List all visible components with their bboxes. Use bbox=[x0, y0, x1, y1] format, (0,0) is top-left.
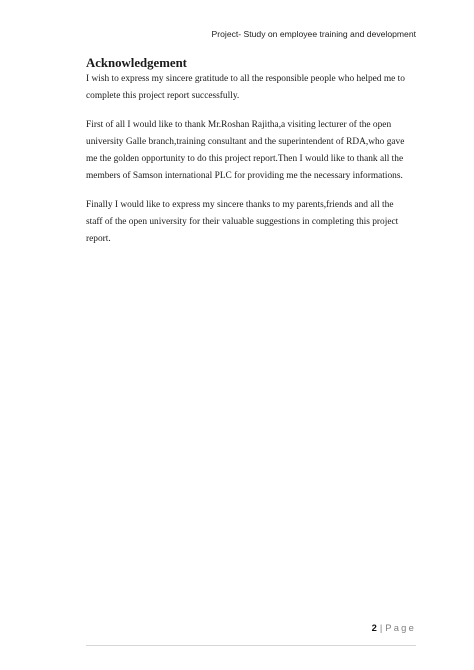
page-title: Acknowledgement bbox=[86, 56, 187, 70]
paragraph-line: I wish to express my sincere gratitude to all the responsible people who helped me to bbox=[86, 74, 405, 84]
paragraph-line: members of Samson international PLC for providing me the necessary informations. bbox=[86, 171, 403, 182]
paragraph-line: me the golden opportunity to do this project report.Then I would like to thank all the bbox=[86, 154, 404, 165]
paragraph-thanks bbox=[86, 117, 408, 186]
paragraph-gratitude bbox=[86, 71, 408, 106]
paragraph-line: Finally I would like to express my sincere thanks to my parents,friends and all the bbox=[86, 199, 394, 210]
page-number: 2 bbox=[371, 622, 377, 633]
page-footer bbox=[372, 622, 416, 633]
paragraph-line: complete this project report successfully. bbox=[86, 91, 240, 102]
footer-divider bbox=[86, 645, 416, 646]
paragraph-line: report. bbox=[86, 234, 111, 245]
page-separator: | bbox=[379, 622, 383, 633]
page-label: Page bbox=[385, 622, 416, 633]
paragraph-line: staff of the open university for their valuable suggestions in completing this project bbox=[86, 217, 399, 228]
paragraph-line: university Galle branch,training consultant and the superintendent of RDA,who gave bbox=[86, 136, 405, 147]
paragraph-line: First of all I would like to thank Mr.Roshan Rajitha,a visiting lecturer of the open bbox=[86, 119, 392, 130]
running-header: Project- Study on employee training and development bbox=[211, 29, 416, 39]
paragraph-closing bbox=[86, 197, 408, 249]
document-body bbox=[86, 55, 408, 260]
